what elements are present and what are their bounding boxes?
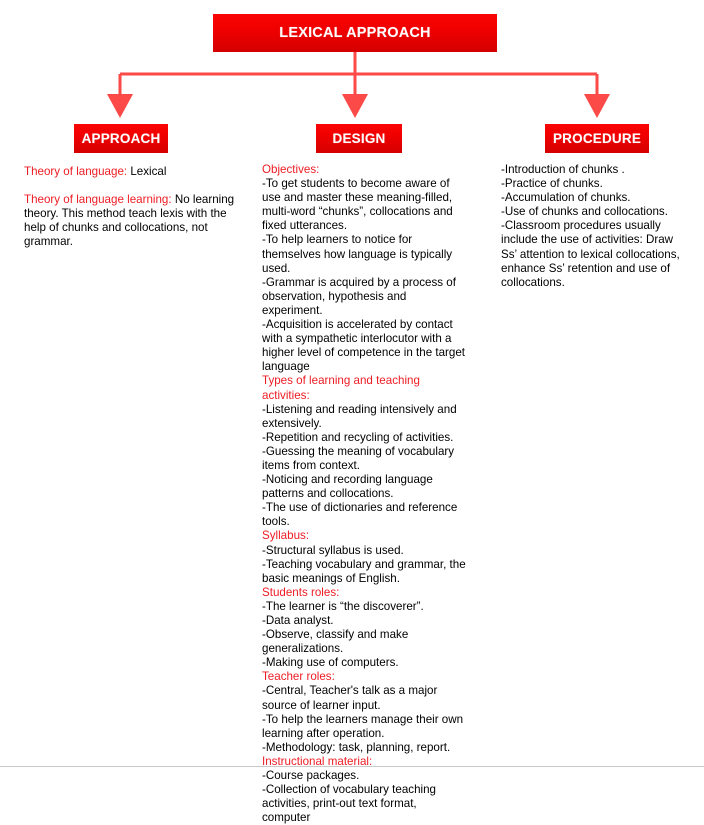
design-section-item: -Methodology: task, planning, report.	[262, 740, 451, 754]
design-section	[262, 670, 466, 755]
design-section	[262, 586, 466, 671]
design-section-heading: Instructional material:	[262, 754, 373, 768]
branch-box-design: DESIGN	[316, 124, 402, 153]
design-section-item: -Observe, classify and make generalizations.	[262, 628, 409, 656]
design-section	[262, 755, 466, 825]
design-section	[262, 529, 466, 585]
design-section-heading: Objectives:	[262, 163, 320, 176]
design-section-item: -Noticing and recording language patterns and collocations.	[262, 473, 433, 501]
approach-entry-body: Lexical	[127, 165, 167, 178]
procedure-item: -Accumulation of chunks.	[501, 191, 631, 205]
approach-entry-body: No learning theory. This method teach lexis with the help of chunks and collocations, not grammar.	[24, 193, 235, 249]
procedure-item: -Use of chunks and collocations.	[501, 205, 668, 219]
design-section-item: -The learner is “the discoverer”.	[262, 599, 424, 613]
design-section-item: -Listening and reading intensively and extensively.	[262, 402, 457, 430]
approach-entry	[24, 193, 236, 249]
design-section-item: -Teaching vocabulary and grammar, the basic meanings of English.	[262, 557, 466, 585]
design-section-item: -Central, Teacher's talk as a major source of learner input.	[262, 684, 438, 712]
approach-entry-heading: Theory of language learning:	[24, 193, 172, 207]
design-section-item: -To get students to become aware of use and master these meaning-filled, multi-word “chunks”, collocations and fixed utterances.	[262, 177, 453, 233]
approach-column-spacer	[24, 179, 236, 193]
design-section-item: -Data analyst.	[262, 614, 334, 627]
design-section-heading: Syllabus:	[262, 529, 310, 543]
design-section-item: -Making use of computers.	[262, 656, 399, 670]
design-section-item: -Collection of vocabulary teaching activities, print-out text format, computer	[262, 783, 437, 825]
design-section-heading: Teacher roles:	[262, 670, 335, 684]
design-section	[262, 374, 466, 529]
design-section-item: -Grammar is acquired by a process of observation, hypothesis and experiment.	[262, 275, 456, 317]
design-section-item: -Acquisition is accelerated by contact with a sympathetic interlocutor with a higher level of competence in the target language	[262, 318, 466, 374]
design-section-item: -To help learners to notice for themselves how language is typically used.	[262, 233, 453, 275]
procedure-item: -Classroom procedures usually include the use of activities: Draw Ss’ attention to lexical collocations, enhance Ss’ retention and use of collocations.	[501, 219, 680, 289]
procedure-item: -Introduction of chunks .	[501, 163, 625, 176]
branch-box-procedure: PROCEDURE	[545, 124, 649, 153]
branch-box-approach: APPROACH	[74, 124, 168, 153]
design-section-heading: Students roles:	[262, 585, 340, 599]
approach-entry-heading: Theory of language:	[24, 165, 128, 178]
design-section-item: -To help the learners manage their own learning after operation.	[262, 712, 464, 740]
approach-column	[24, 165, 236, 250]
design-section-item: -Repetition and recycling of activities.	[262, 430, 454, 444]
approach-entry	[24, 165, 236, 179]
design-column	[262, 163, 466, 825]
design-section-item: -The use of dictionaries and reference tools.	[262, 501, 458, 529]
procedure-item: -Practice of chunks.	[501, 177, 603, 191]
design-section-heading: Types of learning and teaching activities:	[262, 374, 420, 402]
design-section	[262, 163, 466, 374]
title-box: LEXICAL APPROACH	[213, 14, 497, 52]
procedure-column	[501, 163, 691, 290]
design-section-item: -Guessing the meaning of vocabulary items from context.	[262, 444, 455, 472]
design-section-item: -Structural syllabus is used.	[262, 543, 404, 557]
design-section-item: -Course packages.	[262, 769, 360, 783]
